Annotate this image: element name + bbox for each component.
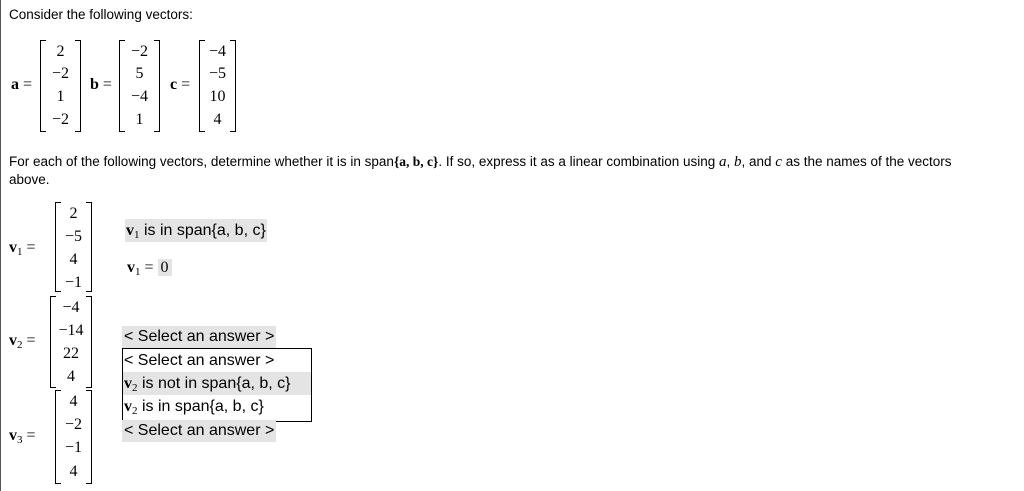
vector-v2-entry: 4: [67, 368, 75, 385]
vector-b-label: b =: [90, 76, 112, 93]
vector-b-entry: −4: [130, 88, 149, 105]
question-sep: , and: [741, 154, 776, 169]
vector-b-entry: −2: [130, 43, 149, 60]
v3-name: v: [9, 427, 17, 444]
dropdown-option-not-in-span[interactable]: [123, 372, 311, 395]
vector-c-entry: 10: [209, 88, 226, 105]
v1-combo-input[interactable]: 0: [158, 259, 172, 276]
vector-a: [11, 40, 81, 132]
span-set: {a, b, c}: [393, 154, 439, 169]
v1-span-select[interactable]: [125, 219, 267, 242]
vector-v1-entry: 4: [69, 251, 78, 268]
vector-v1-entry: −5: [64, 228, 83, 245]
vector-a-entry: −2: [51, 111, 70, 128]
v2-dropdown-list[interactable]: [122, 348, 312, 422]
v3-span-select[interactable]: < Select an answer >: [122, 420, 276, 442]
name-c: c: [775, 154, 782, 170]
dropdown-option-in-span[interactable]: [123, 395, 311, 418]
vector-v3-entry: 4: [69, 463, 78, 480]
question-part: . If so, express it as a linear combination using: [438, 154, 719, 169]
vector-v1-matrix: [55, 202, 92, 292]
intro-text: Consider the following vectors:: [9, 7, 193, 22]
v1-combo-eq: =: [140, 259, 158, 276]
v1-combination: [127, 256, 172, 280]
v1-subscript: 1: [17, 246, 23, 258]
v1-select-sub: 1: [134, 229, 140, 241]
vector-v3-entry: −2: [64, 416, 83, 433]
dropdown-option-placeholder[interactable]: < Select an answer >: [124, 352, 275, 369]
v1-name: v: [9, 239, 17, 256]
vector-a-label: a =: [11, 76, 33, 93]
vector-v1-entry: 2: [69, 205, 78, 222]
question-part: as the names of the vectors: [781, 154, 952, 169]
vector-c: [170, 40, 236, 132]
option-sub: 2: [132, 405, 138, 417]
v1-combo-sub: 1: [135, 266, 141, 278]
vector-v3-entry: 4: [69, 393, 78, 410]
vector-a-name: a: [11, 76, 19, 93]
vector-a-entry: 2: [56, 43, 65, 60]
vector-v1-label: $v_1$ =: [9, 239, 36, 258]
vector-v3-label: $v_3$ =: [9, 427, 36, 446]
option-prefix: v: [124, 398, 132, 415]
vector-c-entry: 4: [213, 111, 222, 128]
v2-name: v: [9, 332, 17, 349]
v1-select-prefix: v: [126, 222, 134, 239]
vector-b-entry: 1: [135, 111, 144, 128]
vector-b-entry: 5: [135, 65, 144, 82]
vector-b-matrix: [119, 40, 160, 132]
name-b: b: [734, 154, 742, 170]
vector-c-matrix: [199, 40, 236, 132]
vector-b-name: b: [90, 76, 99, 93]
vector-c-entry: −5: [208, 65, 227, 82]
vector-c-name: c: [170, 76, 178, 93]
left-border: [0, 0, 1, 491]
question-sep: ,: [726, 154, 734, 169]
vector-v2-label: $v_2$ =: [9, 332, 36, 351]
v2-subscript: 2: [17, 339, 23, 351]
vector-a-matrix: [40, 40, 81, 132]
vector-v2: [9, 296, 92, 388]
vector-a-entry: −2: [51, 65, 70, 82]
vector-v2-entry: −4: [62, 299, 80, 316]
v3-subscript: 3: [17, 434, 23, 446]
vector-v2-entry: 22: [63, 345, 79, 362]
vector-a-entry: 1: [56, 88, 65, 105]
vector-v1-entry: −1: [64, 274, 83, 291]
v1-select-text: is in span{a, b, c}: [139, 222, 266, 239]
question-part: For each of the following vectors, determine whether it is in span: [9, 154, 394, 169]
vector-c-entry: −4: [208, 43, 227, 60]
vector-v2-entry: −14: [58, 322, 84, 339]
vector-v3: [9, 390, 92, 484]
name-a: a: [718, 154, 727, 170]
vector-v3-entry: −1: [64, 439, 83, 456]
option-sub: 2: [132, 382, 138, 394]
option-text: is in span{a, b, c}: [137, 398, 264, 415]
v2-span-select[interactable]: < Select an answer >: [122, 326, 276, 348]
option-text: is not in span{a, b, c}: [137, 375, 291, 392]
vector-v1: [9, 202, 92, 292]
question-part: above.: [9, 172, 50, 187]
vector-b: [90, 40, 160, 132]
question-text: [9, 153, 1014, 188]
vector-v2-matrix: [50, 296, 92, 388]
vector-v3-matrix: [55, 390, 92, 484]
v1-combo-prefix: v: [127, 259, 135, 276]
vector-c-label: c =: [170, 76, 191, 93]
option-prefix: v: [124, 375, 132, 392]
